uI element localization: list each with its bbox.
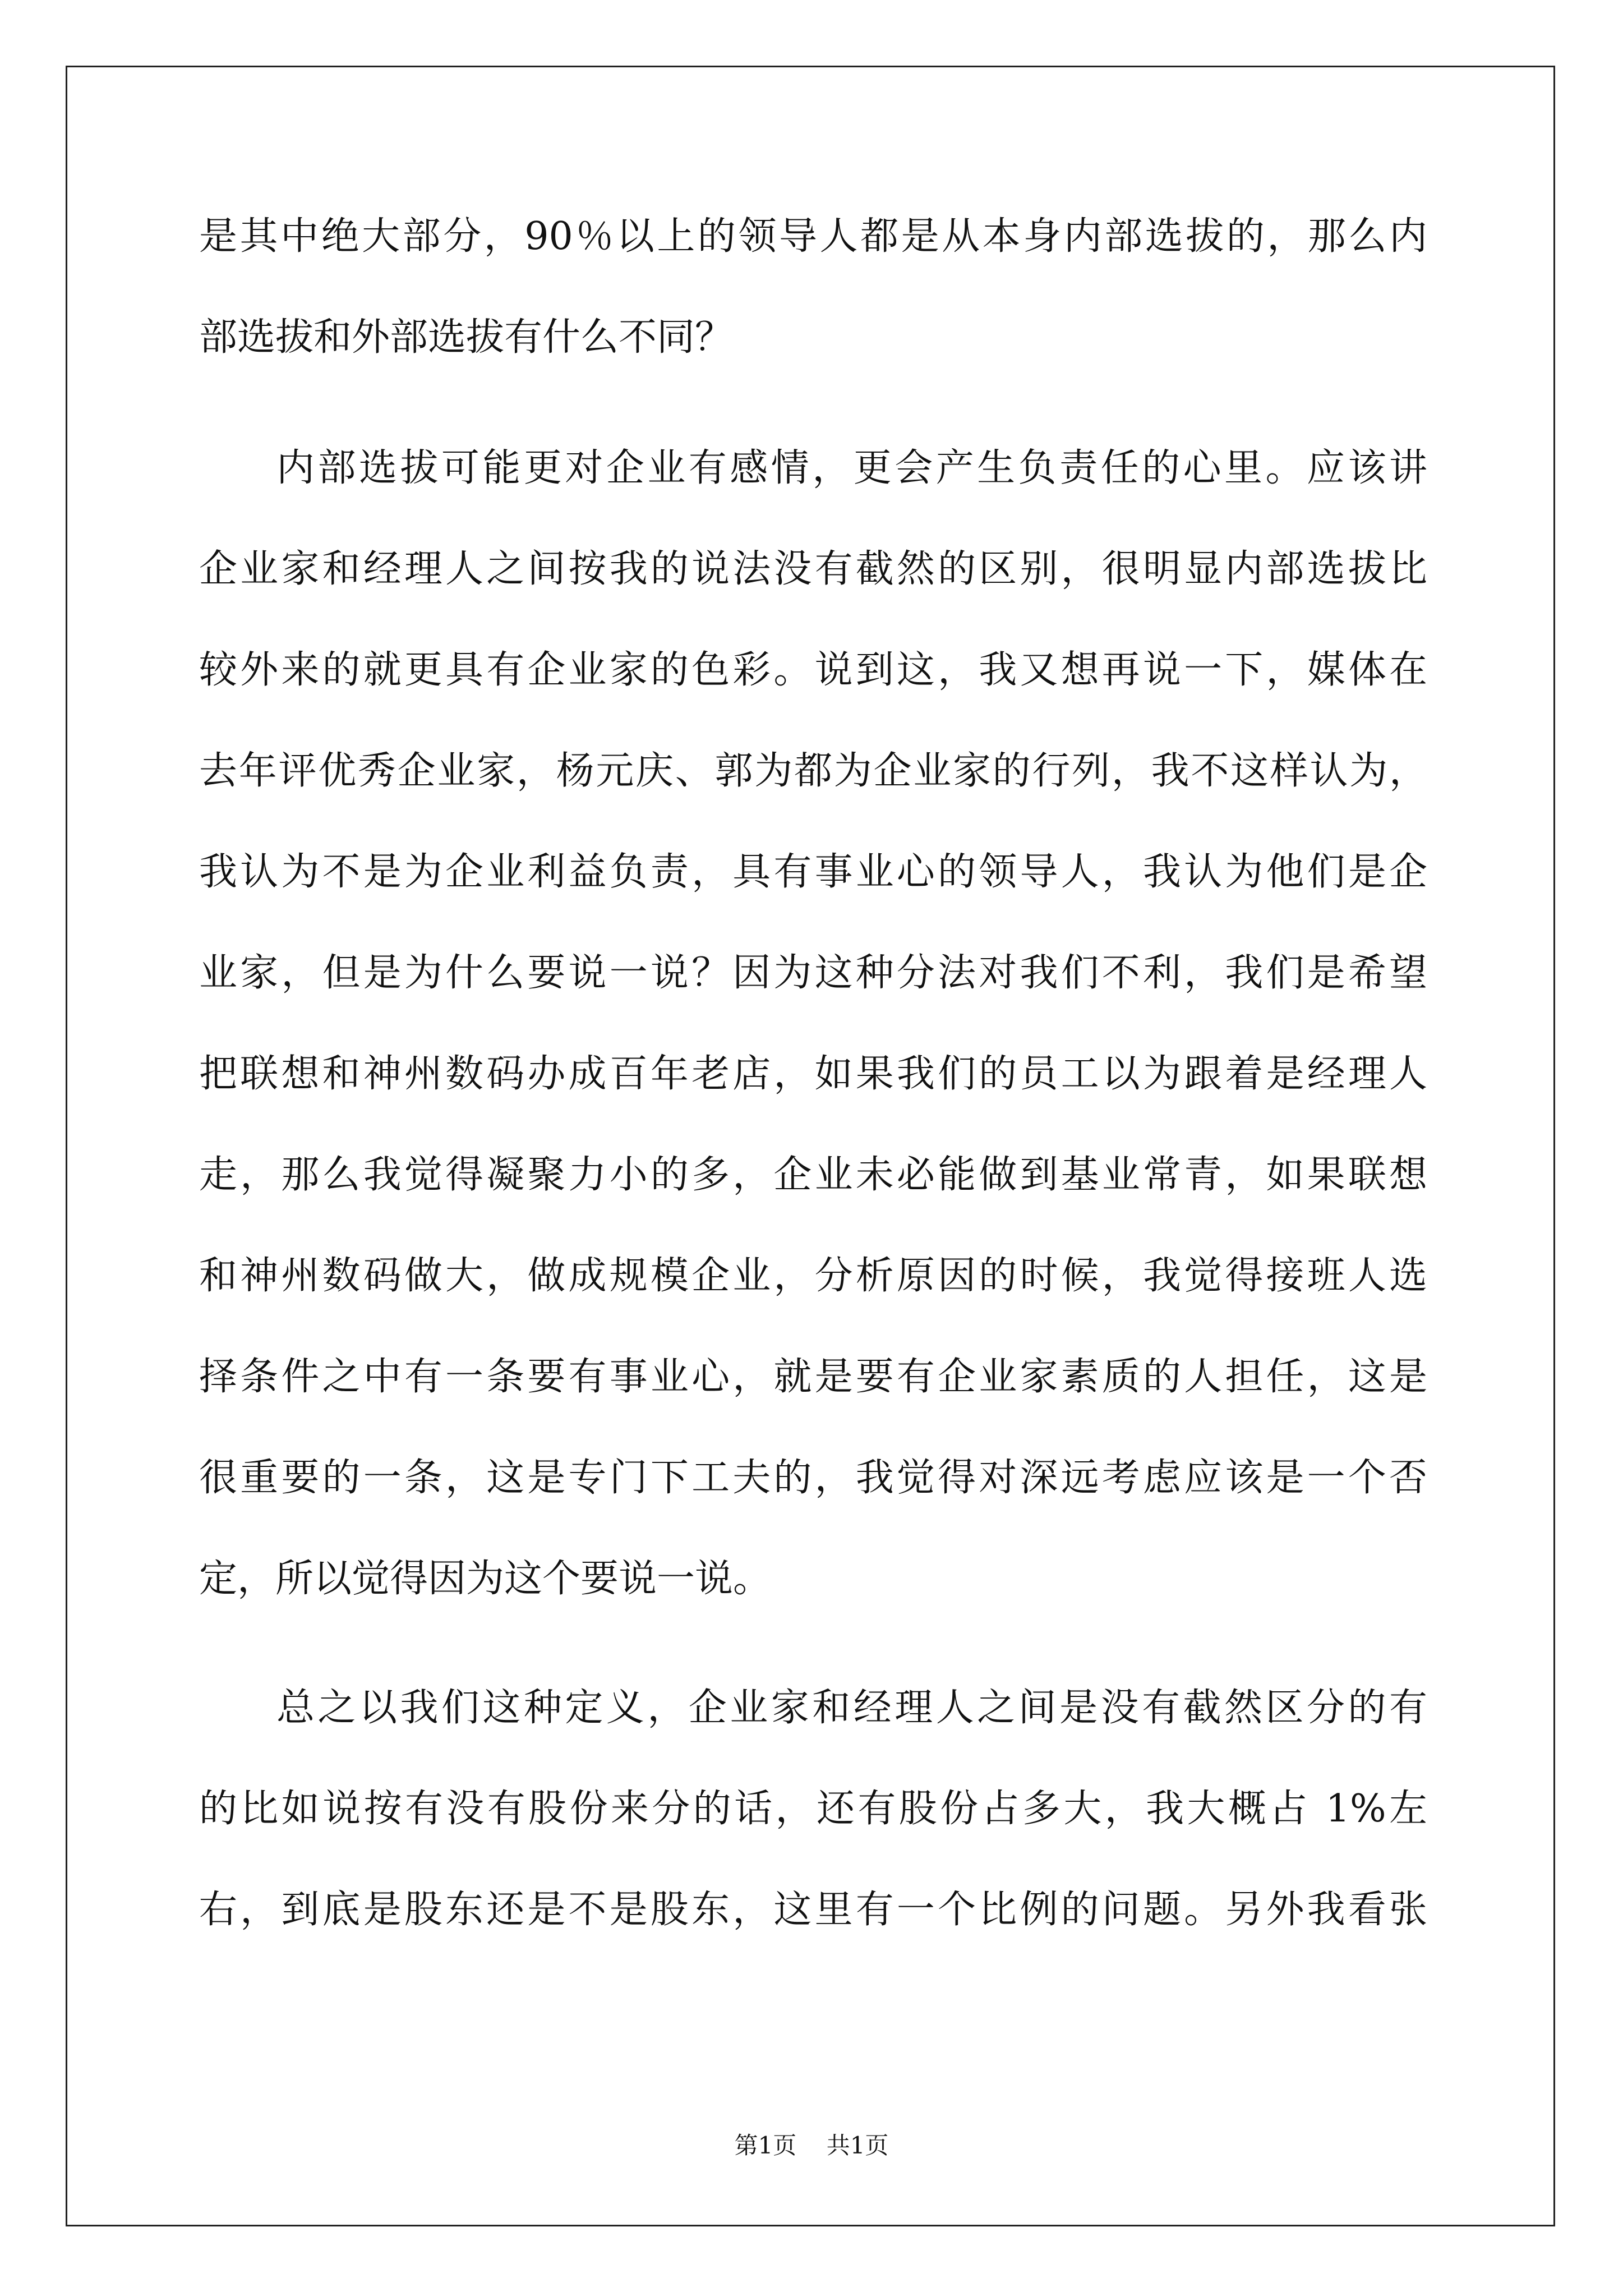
text-line-7: 我认为不是为企业利益负责，具有事业心的领导人，我认为他们是企 xyxy=(199,850,1427,894)
text-line-12: 择条件之中有一条要有事业心，就是要有企业家素质的人担任，这是 xyxy=(199,1355,1427,1399)
text-line-4: 企业家和经理人之间按我的说法没有截然的区别，很明显内部选拔比 xyxy=(199,547,1427,591)
text-line-11: 和神州数码做大，做成规模企业，分析原因的时候，我觉得接班人选 xyxy=(199,1254,1427,1298)
text-line-6: 去年评优秀企业家，杨元庆、郭为都为企业家的行列，我不这样认为， xyxy=(199,749,1427,793)
text-line-8: 业家，但是为什么要说一说？因为这种分法对我们不利，我们是希望 xyxy=(199,951,1427,995)
text-line-14: 定，所以觉得因为这个要说一说。 xyxy=(199,1557,772,1601)
page-footer xyxy=(0,2132,1623,2160)
text-line-2: 部选拔和外部选拔有什么不同？ xyxy=(199,315,734,360)
text-line-15: 总之以我们这种定义，企业家和经理人之间是没有截然区分的有 xyxy=(276,1686,1427,1730)
text-line-5: 较外来的就更具有企业家的色彩。说到这，我又想再说一下，媒体在 xyxy=(199,648,1427,692)
text-line-13: 很重要的一条，这是专门下工夫的，我觉得对深远考虑应该是一个否 xyxy=(199,1456,1427,1500)
page-total: 共1页 xyxy=(826,2132,889,2159)
text-line-1: 是其中绝大部分，90％以上的领导人都是从本身内部选拔的，那么内 xyxy=(199,214,1427,259)
text-line-17: 右，到底是股东还是不是股东，这里有一个比例的问题。另外我看张 xyxy=(199,1888,1427,1932)
page-number: 第1页 xyxy=(734,2132,797,2159)
text-line-3: 内部选拔可能更对企业有感情，更会产生负责任的心里。应该讲 xyxy=(276,446,1427,490)
text-line-16: 的比如说按有没有股份来分的话，还有股份占多大，我大概占 1%左 xyxy=(199,1787,1427,1831)
text-line-10: 走，那么我觉得凝聚力小的多，企业未必能做到基业常青，如果联想 xyxy=(199,1153,1427,1197)
text-line-9: 把联想和神州数码办成百年老店，如果我们的员工以为跟着是经理人 xyxy=(199,1052,1427,1096)
